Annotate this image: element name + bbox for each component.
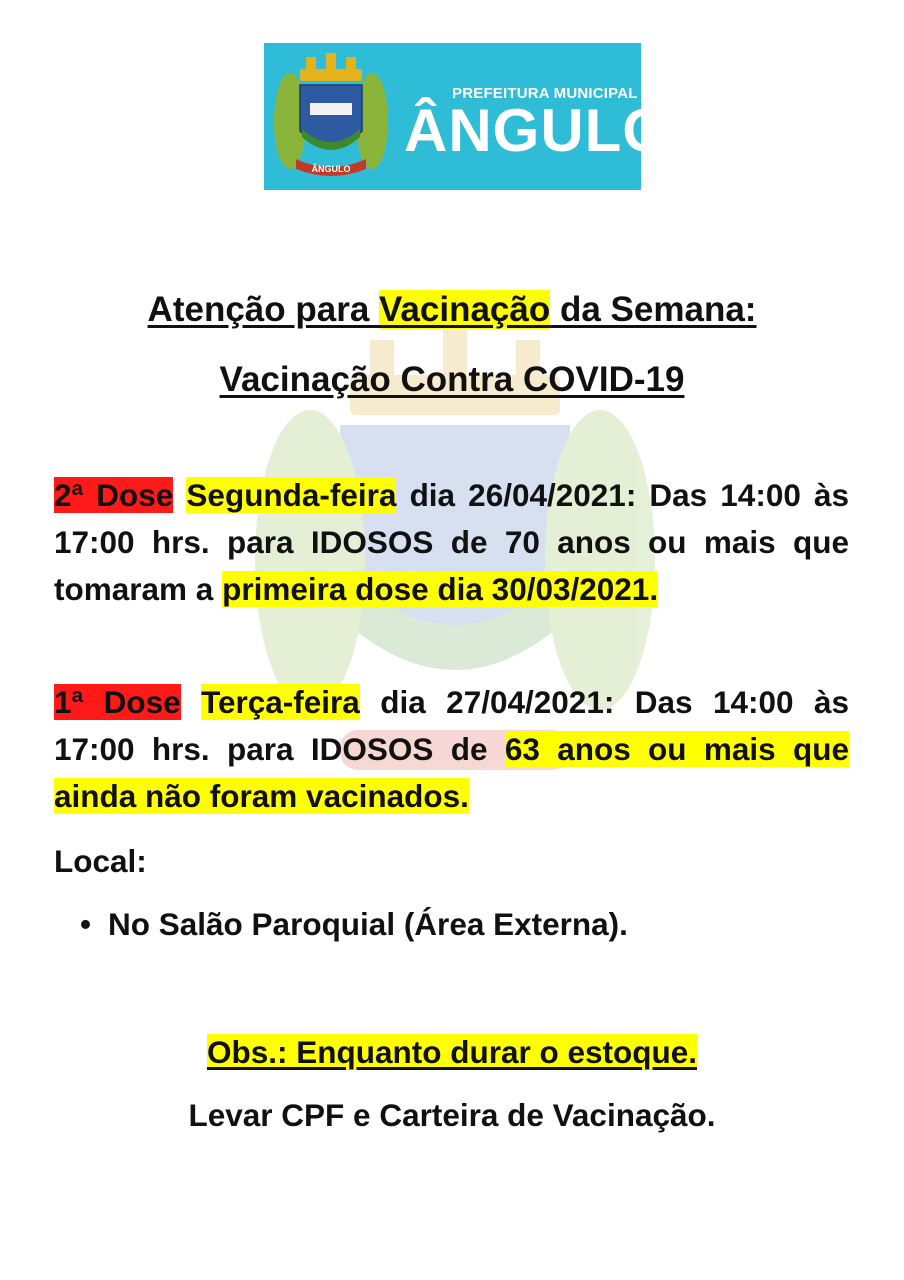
dose1-weekday: Terça-feira <box>201 684 360 720</box>
dose2-label: 2ª Dose <box>54 477 174 513</box>
title-post: da Semana: <box>550 290 757 329</box>
dose1-text: dia 27/04/2021: Das 14:00 às 17:00 hrs. para IDOSOS de <box>54 684 849 767</box>
local-label: Local: <box>54 843 147 879</box>
banner-subtitle: PREFEITURA MUNICIPAL <box>452 85 638 102</box>
banner-city-name: ÂNGULO <box>404 97 670 164</box>
page-subtitle: Vacinação Contra COVID-19 <box>219 360 685 399</box>
documents-note: Levar CPF e Carteira de Vacinação. <box>188 1097 716 1133</box>
local-item-text: No Salão Paroquial (Área Externa). <box>108 906 628 942</box>
dose2-paragraph <box>54 472 849 613</box>
title-pre: Atenção para <box>147 290 380 329</box>
page-title <box>0 290 904 330</box>
crest-logo <box>270 51 392 183</box>
crest-label: ÂNGULO <box>311 164 351 174</box>
title-highlight: Vacinação <box>379 290 551 329</box>
dose1-label: 1ª Dose <box>54 684 181 720</box>
dose2-weekday: Segunda-feira <box>186 477 397 513</box>
obs-text: Obs.: Enquanto durar o estoque. <box>206 1034 698 1070</box>
dose1-highlight: 63 anos ou mais que ainda não foram vacinados. <box>54 731 849 814</box>
header-banner <box>264 43 670 190</box>
dose1-paragraph <box>54 679 849 820</box>
dose2-highlight: primeira dose dia 30/03/2021. <box>222 571 659 607</box>
dose2-text: dia 26/04/2021: Das 14:00 às 17:00 hrs. para IDOSOS de 70 anos ou mais que tomaram a <box>54 477 849 607</box>
bullet-icon: • <box>80 906 92 942</box>
local-list-item <box>80 906 628 943</box>
obs-note <box>0 1034 904 1071</box>
